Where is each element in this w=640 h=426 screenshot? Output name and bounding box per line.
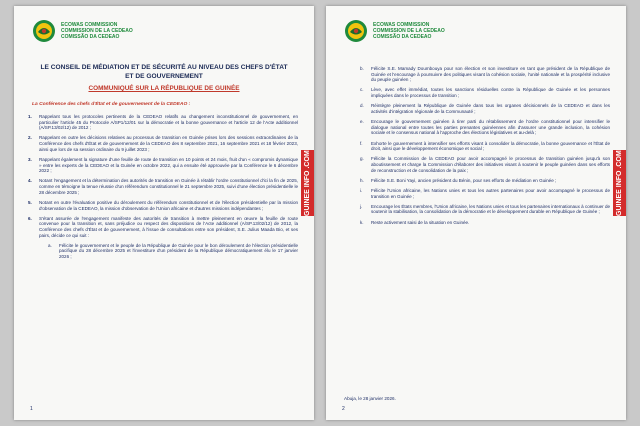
organization-name (373, 22, 445, 40)
item-number: 1. (28, 114, 32, 119)
org-line: ECOWAS COMMISSION (373, 22, 430, 28)
ecowas-emblem-icon (344, 19, 368, 43)
list-item (28, 216, 298, 239)
item-text: Notant l'engagement et la détermination des autorités de transition en Guinée à rétablir l'ordre constitutionnel d'ici la fin de 2025, comme en témoigne la tenue réussie d'un référendum constitutionnel le 21 septembre 2025, suivi d'une élection présidentielle le 28 décembre 2025 ; (39, 178, 298, 195)
sub-item-text: Lève, avec effet immédiat, toutes les sanctions résiduelles contre la République de Guinée et les personnes impliquées dans le processus de transition ; (371, 87, 610, 99)
organization-name (61, 22, 133, 40)
sub-item-letter: i. (360, 188, 363, 193)
letterhead (344, 18, 445, 44)
communique-title (24, 64, 304, 81)
item-number: 6. (28, 215, 32, 221)
list-item (28, 157, 298, 174)
item-number: 4. (28, 178, 32, 184)
org-line: COMMISSION DE LA CEDEAO (373, 28, 445, 34)
numbered-list (28, 114, 298, 264)
item-text: Notant en outre l'évaluation positive du déroulement du référendum constitutionnel et de l'élection présidentielle par la mission d'observation de la CEDEAO, la mission d'observation de l'Union africaine et d'autres missions indépendantes ; (39, 199, 298, 211)
sub-item (360, 156, 610, 173)
sub-item-letter: c. (360, 87, 364, 93)
ecowas-emblem-icon (32, 19, 56, 43)
sub-item (360, 204, 610, 215)
item-number: 2. (28, 135, 32, 141)
sub-item (360, 220, 610, 226)
sub-item-letter: k. (360, 219, 364, 225)
sub-item (360, 119, 610, 136)
sub-item-text: Reste activement saisi de la situation en Guinée. (371, 219, 470, 225)
sub-item-letter: h. (360, 177, 364, 183)
item-text: Rappelant également la signature d'une feuille de route de transition en 10 points et 24 mois, fruit d'un « compromis dynamique » entre les experts de la CEDEAO et la Guinée en octobre 2022, qui a ensuite été approuvée par la Conférence le 6 décembre 2022 ; (39, 156, 298, 174)
watermark-badge: GUINEE INFO .COM (613, 150, 626, 216)
sub-item-letter: b. (360, 66, 364, 71)
communique-subtitle: COMMUNIQUÉ SUR LA RÉPUBLIQUE DE GUINÉE (88, 85, 240, 92)
title-line: LE CONSEIL DE MÉDIATION ET DE SÉCURITÉ AU NIVEAU DES CHEFS D'ÉTAT (40, 64, 288, 71)
item-number: 5. (28, 199, 32, 205)
org-line: COMMISSION DE LA CEDEAO (61, 28, 133, 34)
watermark-badge: GUINEE INFO .COM (301, 150, 314, 216)
item-number: 3. (28, 156, 32, 162)
sub-item-letter: f. (360, 140, 363, 146)
sub-item-text: Exhorte le gouvernement à intensifier ses efforts visant à consolider la démocratie, la bonne gouvernance et l'État de droit, ainsi que le développement économique et social ; (371, 140, 610, 152)
sub-item-letter: e. (360, 119, 364, 125)
document-page-2 (326, 6, 626, 420)
sub-item-text: Félicite S.E. Mamady Doumbouya pour son élection et son investiture en tant que président de la République de Guinée et l'encourage à poursuivre des politiques visant la cohésion sociale, l'unité nationale et la prospérité inclusive du peuple guinéen ; (371, 66, 610, 83)
document-date: Abuja, le 28 janvier 2026. (344, 396, 396, 401)
sub-item-letter: j. (360, 203, 363, 209)
item-text: S'étant assurée de l'engagement manifeste des autorités de transition à mettre pleinement en œuvre la feuille de route convenue pour la transition et, sans préjudice ou respect des dispositions de l'Acte additionnel (A/SP.13/02/12) de 2012, la Conférence des chefs d'État et de gouvernement, à l'issue de consultations entre son président, S.E. Julius Maada Bio, et ses pairs, décide ce qui suit : (39, 215, 298, 238)
list-item (28, 200, 298, 211)
org-line: COMISSÃO DA CEDEAO (61, 34, 120, 40)
org-line: ECOWAS COMMISSION (61, 22, 118, 28)
sub-item-letter: d. (360, 103, 364, 109)
sub-item-text: Félicite le gouvernement et le peuple de la République de Guinée pour le bon déroulement de l'élection présidentielle pacifique du 28 décembre 2025 et l'investiture d'un président de la République démocratiquement élu le 17 janvier 2026 ; (59, 242, 298, 260)
list-item (28, 135, 298, 152)
sub-item (360, 103, 610, 114)
letterhead (32, 18, 133, 44)
intro-line: La Conférence des chefs d'État et de gouvernement de la CEDEAO : (32, 102, 191, 107)
item-text: Rappelant en outre les décisions relatives au processus de transition en Guinée prises lors des sessions extraordinaires de la Conférence des chefs d'État et de gouvernement de la CEDEAO des 8 septembre 2021, 16 septembre 2021 et 18 février 2023, ainsi que lors de sa session ordinaire du 9 juillet 2023 ; (39, 135, 298, 152)
sub-list (48, 243, 298, 260)
sub-item-text: Encourage les États membres, l'Union africaine, les Nations unies et tous les partenaires internationaux à continuer de soutenir la stabilisation, la consolidation de la démocratie et le développement durable en République de Guinée ; (371, 203, 610, 215)
org-line: COMISSÃO DA CEDEAO (373, 34, 432, 40)
sub-item-letter: a. (48, 242, 52, 248)
sub-item-letter: g. (360, 156, 364, 162)
sub-item-text: Félicite S.E. Boni Yayi, ancien président du Bénin, pour ses efforts de médiation en Guinée ; (371, 177, 557, 183)
sub-item (360, 87, 610, 98)
document-page-1 (14, 6, 314, 420)
sub-item (360, 66, 610, 83)
sub-item-text: Réintègre pleinement la République de Guinée dans tous les organes décisionnels de la CEDEAO et dans les activités d'intégration régionale de la Communauté ; (371, 103, 610, 114)
page-number: 1 (30, 406, 33, 412)
sub-item (48, 243, 298, 260)
sub-item-text: Félicite la Commission de la CEDEAO pour avoir accompagné le processus de transition guinéen jusqu'à son aboutissement et charge la Commission d'élaborer des initiatives visant à soutenir le peuple guinéen dans ses efforts de reconstruction et de consolidation de la paix ; (371, 156, 610, 173)
list-item (28, 114, 298, 131)
lettered-list (360, 66, 610, 230)
title-line: ET DE GOUVERNEMENT (125, 72, 203, 80)
sub-item-text: Félicite l'Union africaine, les Nations unies et tous les autres partenaires pour avoir accompagné le processus de transition en Guinée ; (371, 188, 610, 199)
sub-item (360, 178, 610, 184)
item-text: Rappelant tous les protocoles pertinents de la CEDEAO relatifs au changement inconstitutionnel de gouvernement, en particulier l'article 45 du Protocole A/SP1/12/01 sur la démocratie et la bonne gouvernance et l'article 12 de l'Acte additionnel (A/SP.13/02/12) de 2012 ; (39, 114, 298, 131)
sub-item (360, 141, 610, 152)
page-number: 2 (342, 406, 345, 412)
list-item (28, 178, 298, 195)
sub-item (360, 188, 610, 199)
sub-item-text: Encourage le gouvernement guinéen à tirer parti du rétablissement de l'ordre constitutionnel pour intensifier le dialogue national entre toutes les parties prenantes guinéennes afin d'assurer une grande inclusion, la cohésion sociale et le consensus national à l'approche des élections législatives et au-delà ; (371, 119, 610, 136)
